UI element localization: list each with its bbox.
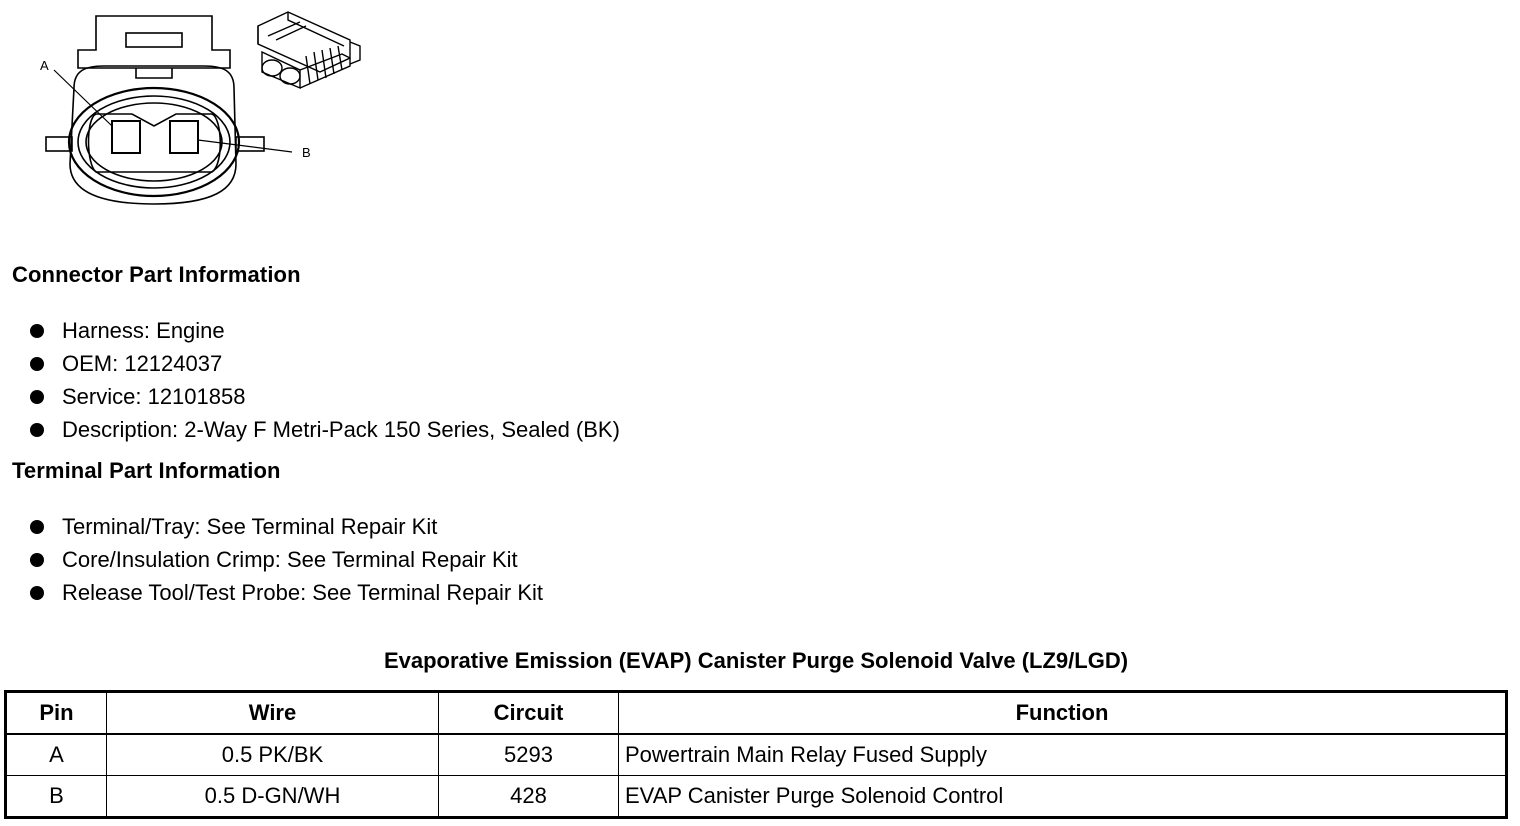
list-item-text: Core/Insulation Crimp: See Terminal Repair Kit: [62, 547, 518, 572]
bullet-icon: [30, 553, 44, 567]
cell-function: Powertrain Main Relay Fused Supply: [619, 734, 1507, 776]
list-item: [28, 510, 543, 543]
cell-function: EVAP Canister Purge Solenoid Control: [619, 776, 1507, 818]
list-item-text: OEM: 12124037: [62, 351, 223, 376]
list-item: [28, 543, 543, 576]
bullet-icon: [30, 390, 44, 404]
bullet-icon: [30, 520, 44, 534]
pin-table: [4, 690, 1508, 819]
connector-face-drawing: [0, 0, 380, 220]
pin-b-callout: B: [302, 145, 311, 160]
table-row: [6, 776, 1507, 818]
cell-circuit: 428: [439, 776, 619, 818]
connector-info-heading: Connector Part Information: [12, 262, 301, 287]
column-header-circuit: Circuit: [439, 692, 619, 735]
pin-a-callout: A: [40, 58, 49, 73]
list-item: [28, 576, 543, 609]
list-item: [28, 413, 620, 446]
list-item: [28, 380, 620, 413]
list-item-text: Harness: Engine: [62, 318, 225, 343]
bullet-icon: [30, 324, 44, 338]
connector-diagram: [0, 0, 380, 220]
terminal-info-heading: Terminal Part Information: [12, 458, 281, 483]
bullet-icon: [30, 357, 44, 371]
list-item: [28, 347, 620, 380]
bullet-icon: [30, 423, 44, 437]
table-header-row: [6, 692, 1507, 735]
list-item-text: Release Tool/Test Probe: See Terminal Repair Kit: [62, 580, 543, 605]
list-item-text: Service: 12101858: [62, 384, 246, 409]
list-item-text: Description: 2-Way F Metri-Pack 150 Series, Sealed (BK): [62, 417, 620, 442]
column-header-wire: Wire: [107, 692, 439, 735]
cell-wire: 0.5 D-GN/WH: [107, 776, 439, 818]
cell-pin: B: [6, 776, 107, 818]
cell-circuit: 5293: [439, 734, 619, 776]
terminal-info-list: [28, 510, 543, 609]
cell-pin: A: [6, 734, 107, 776]
connector-info-list: [28, 314, 620, 446]
list-item-text: Terminal/Tray: See Terminal Repair Kit: [62, 514, 438, 539]
connector-isometric-icon: [258, 12, 360, 88]
list-item: [28, 314, 620, 347]
pin-table-title: Evaporative Emission (EVAP) Canister Purge Solenoid Valve (LZ9/LGD): [383, 648, 1129, 673]
column-header-function: Function: [619, 692, 1507, 735]
bullet-icon: [30, 586, 44, 600]
column-header-pin: Pin: [6, 692, 107, 735]
cell-wire: 0.5 PK/BK: [107, 734, 439, 776]
table-row: [6, 734, 1507, 776]
